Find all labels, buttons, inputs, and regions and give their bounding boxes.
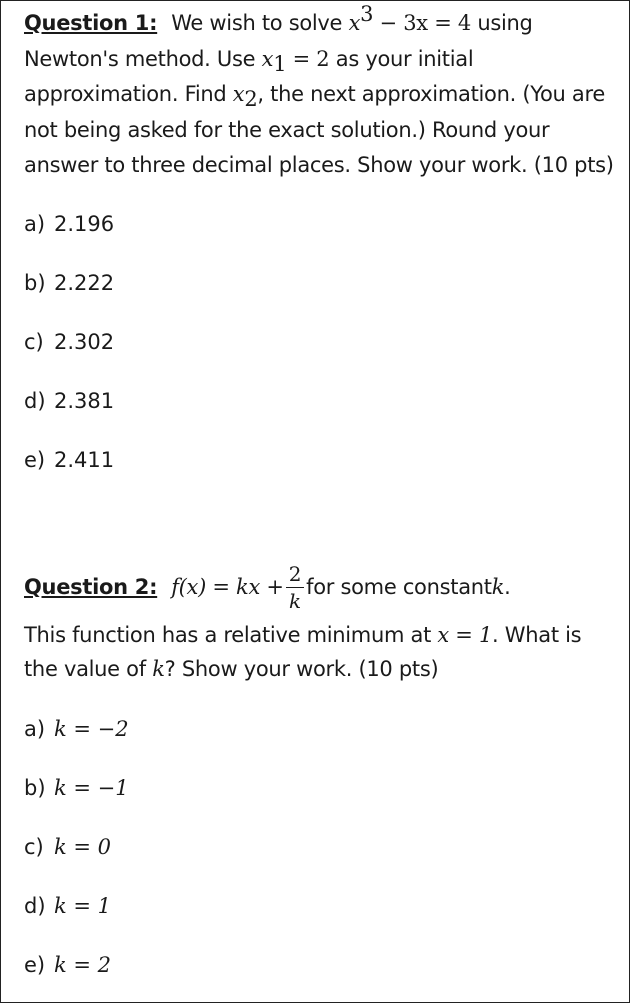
option-value: 2.196 [54, 212, 115, 236]
q2-text-1-end: . [504, 575, 511, 599]
q1-option-a[interactable] [24, 209, 114, 239]
option-value: 2.222 [54, 271, 115, 295]
q1-x1-rest: = 2 [286, 46, 330, 71]
option-label: c) [24, 330, 44, 354]
q1-x2-sub: 2 [244, 87, 258, 111]
q2-option-a[interactable] [24, 714, 129, 744]
question-2-heading: Question 2: [24, 575, 158, 599]
q2-text-3: . What is the value of [24, 623, 582, 681]
q2-k2: k [152, 657, 165, 681]
q1-x1-var: x [261, 46, 274, 71]
question-1-heading: Question 1: [24, 11, 158, 35]
q1-text-3: as your initial approximation. Find [24, 46, 474, 106]
option-value: 2.411 [54, 448, 115, 472]
question-2 [24, 556, 614, 686]
q1-eq-x: x [348, 11, 361, 35]
option-value: 2.302 [54, 330, 115, 354]
q2-xeq: x = 1 [437, 623, 493, 647]
q2-option-c[interactable] [24, 832, 111, 862]
q1-option-e[interactable] [24, 445, 114, 475]
option-label: a) [24, 212, 46, 236]
q2-fraction [286, 561, 304, 614]
option-value: k = −2 [54, 717, 129, 741]
option-value: k = 0 [54, 835, 112, 859]
q2-fx: f(x) = kx + [171, 575, 284, 599]
q2-option-b[interactable] [24, 773, 129, 803]
option-label: e) [24, 953, 46, 977]
q2-option-e[interactable] [24, 950, 111, 980]
q1-x1-sub: 1 [273, 51, 287, 76]
option-value: k = 1 [54, 894, 112, 918]
option-label: a) [24, 717, 46, 741]
q1-eq-exp: 3 [360, 2, 374, 26]
q2-line-2 [24, 618, 614, 686]
question-1 [24, 2, 614, 184]
option-value: k = −1 [54, 776, 129, 800]
q1-option-b[interactable] [24, 268, 114, 298]
option-value: k = 2 [54, 953, 112, 977]
option-label: c) [24, 835, 44, 859]
option-value: 2.381 [54, 389, 115, 413]
q1-option-d[interactable] [24, 386, 114, 416]
q2-frac-num: 2 [286, 561, 304, 588]
q2-text-2: This function has a relative minimum at [24, 623, 438, 647]
q2-frac-den: k [288, 588, 301, 613]
q1-text-1: We wish to solve [171, 11, 349, 35]
q1-x2-var: x [232, 82, 245, 106]
option-label: d) [24, 894, 46, 918]
q2-k: k [491, 575, 505, 599]
q2-option-d[interactable] [24, 891, 111, 921]
q1-text-2: using Newton's method. Use [24, 11, 533, 71]
q1-eq-rest: − 3x = 4 [373, 11, 471, 35]
q2-line-1 [24, 556, 614, 618]
q1-text-4: , the next approximation. (You are not being asked for the exact solution.) Round your answer to three decimal places. Show your work. (10 pts) [24, 82, 614, 177]
option-label: b) [24, 271, 46, 295]
option-label: b) [24, 776, 46, 800]
option-label: e) [24, 448, 46, 472]
option-label: d) [24, 389, 46, 413]
q1-option-c[interactable] [24, 327, 114, 357]
q2-text-4: ? Show your work. (10 pts) [164, 657, 439, 681]
q2-text-1: for some constant [306, 575, 492, 599]
